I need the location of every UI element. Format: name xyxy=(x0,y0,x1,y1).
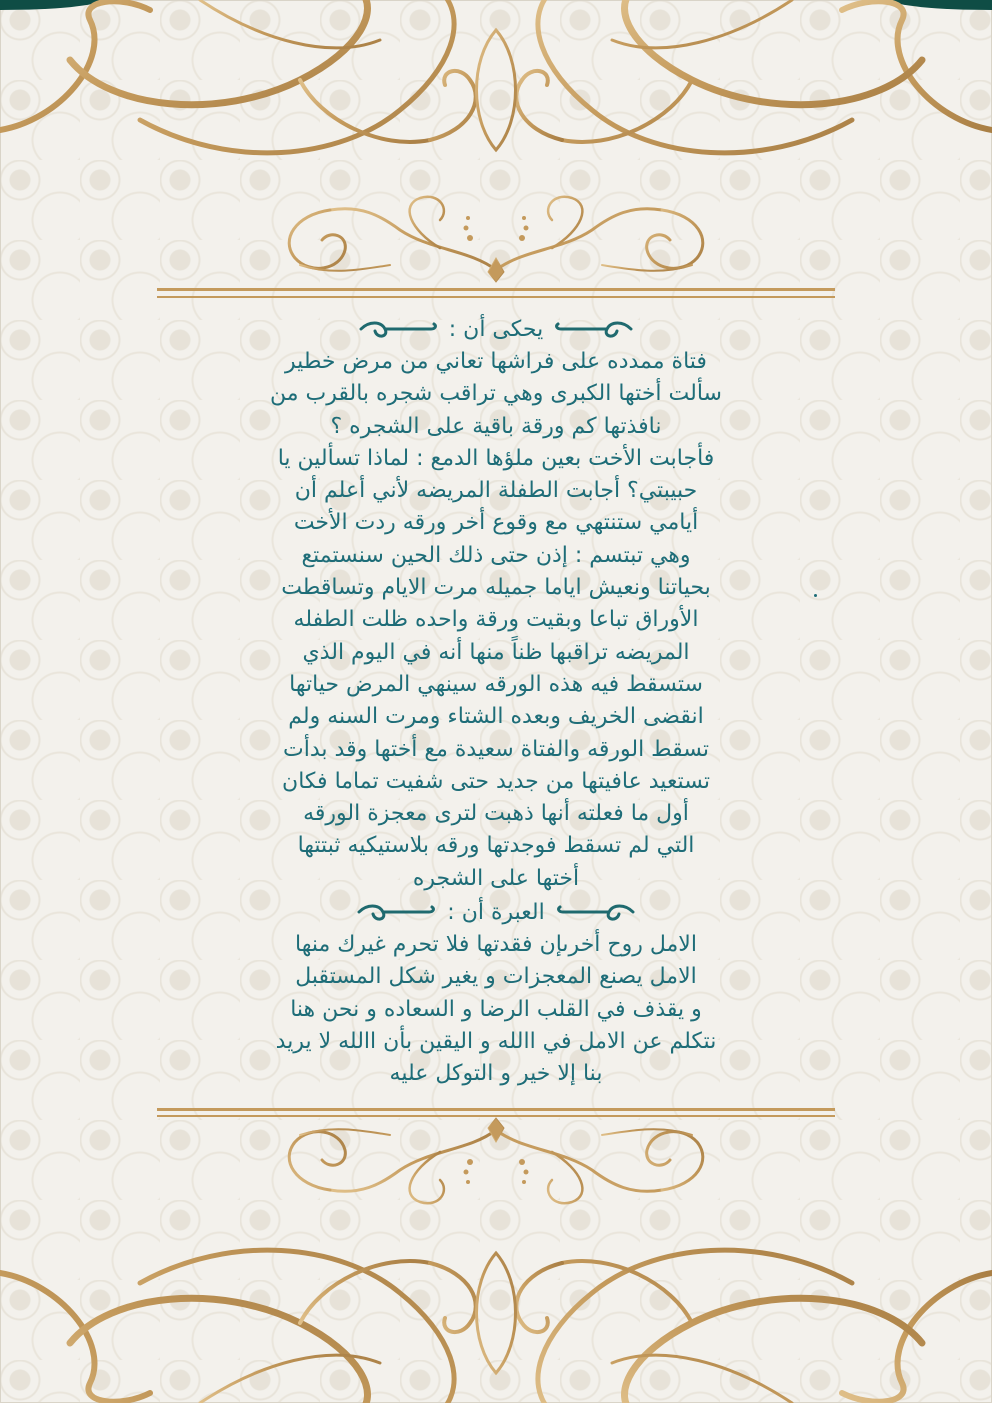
moral-line: الامل روح أخرىإن فقدتها فلا تحرم غيرك منها xyxy=(295,932,697,958)
story-line: نافذتها كم ورقة باقية على الشجره ؟ xyxy=(330,413,662,439)
bottom-flourish xyxy=(0,1250,992,1403)
top-flourish xyxy=(0,0,992,153)
story-line: فتاة ممدده على فراشها تعاني من مرض خطير xyxy=(285,349,707,374)
story-line: أول ما فعلته أنها ذهبت لترى معجزة الورقه xyxy=(303,801,689,827)
teal-swirl-right-icon xyxy=(553,317,633,341)
story-line: سألت أختها الكبرى وهي تراقب شجره بالقرب من xyxy=(270,381,722,407)
bottom-scroll-ornament xyxy=(289,1118,703,1203)
bottom-ornament-dots xyxy=(464,1159,529,1184)
story-line: ستسقط فيه هذه الورقه سينهي المرض حياتها xyxy=(289,671,703,697)
teal-swirl-left-icon xyxy=(359,317,439,341)
top-ornament-dots xyxy=(464,216,529,241)
top-scroll-ornament xyxy=(289,197,703,282)
bottom-divider xyxy=(157,1108,835,1117)
story-line: بحياتنا ونعيش اياما جميله مرت الايام وتساقطت xyxy=(281,575,711,601)
moral-heading-row xyxy=(210,895,782,929)
story-line: وهي تبتسم : إذن حتى ذلك الحين سنستمتع xyxy=(301,542,691,568)
stray-dot xyxy=(814,594,817,597)
story-line: حبيبتي؟ أجابت الطفلة المريضه لأني أعلم أن xyxy=(294,478,698,504)
top-divider xyxy=(157,288,835,298)
story-line: فأجابت الأخت بعين ملؤها الدمع : لماذا تسألين يا xyxy=(277,445,715,471)
story-line: المريضه تراقبها ظناً منها أنه في اليوم الذي xyxy=(302,639,690,665)
story-line: التي لم تسقط فوجدتها ورقه بلاستيكيه ثبتتها xyxy=(297,833,695,859)
story-line: الأوراق تباعا وبقيت ورقة واحده ظلت الطفله xyxy=(293,607,699,633)
moral-line: بنا إلا خير و التوكل عليه xyxy=(389,1061,603,1087)
text-block xyxy=(210,312,782,1091)
moral-line: نتكلم عن الامل في االله و اليقين بأن االله لا يريد xyxy=(275,1028,717,1054)
story-heading: يحكى أن : xyxy=(448,316,544,342)
moral-heading: العبرة أن : xyxy=(447,899,545,925)
story-line: أيامي ستنتهي مع وقوع أخر ورقه ردت الأخت xyxy=(293,510,699,536)
teal-swirl-left-icon xyxy=(357,900,437,924)
story-lines xyxy=(210,346,782,895)
story-line: انقضى الخريف وبعده الشتاء ومرت السنه ولم xyxy=(288,704,704,730)
teal-swirl-right-icon xyxy=(555,900,635,924)
moral-lines xyxy=(210,929,782,1090)
story-line: أختها على الشجره xyxy=(412,865,580,891)
story-heading-row xyxy=(210,312,782,346)
moral-line: و يقذف في القلب الرضا و السعاده و نحن هنا xyxy=(290,996,702,1022)
story-line: تسقط الورقه والفتاة سعيدة مع أختها وقد بدأت xyxy=(283,736,709,762)
story-line: تستعيد عافيتها من جديد حتى شفيت تماما فكان xyxy=(282,768,710,794)
moral-line: الامل يصنع المعجزات و يغير شكل المستقبل xyxy=(295,964,697,990)
